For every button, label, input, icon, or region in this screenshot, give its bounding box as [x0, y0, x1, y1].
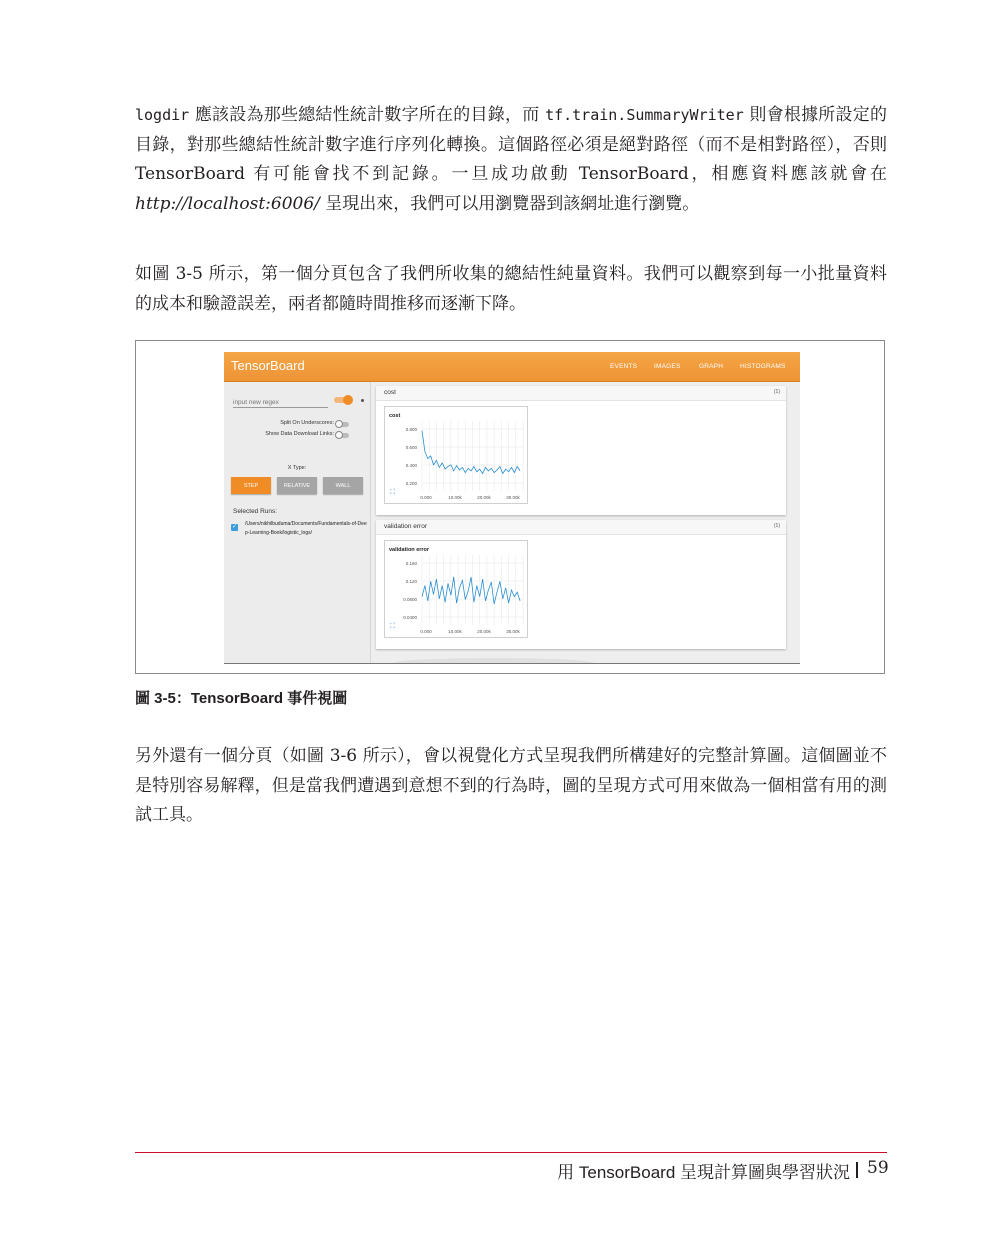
chart-title: validation error: [389, 547, 430, 553]
y-tick-label: 0.0800: [403, 597, 417, 602]
tensorboard-brand: TensorBoard: [231, 358, 305, 373]
x-tick-label: 30.00k: [506, 495, 520, 500]
validation-error-card-title: validation error: [384, 523, 427, 530]
paragraph-figure-intro: 如圖 3-5 所示，第一個分頁包含了我們所收集的總結性純量資料。我們可以觀察到每一小批量資料的成本和驗證誤差，兩者都隨時間推移而逐漸下降。: [135, 264, 887, 314]
regex-menu-icon[interactable]: [361, 399, 364, 402]
selected-runs-label: Selected Runs:: [233, 508, 278, 515]
run-path: /Users/nikhilbuduma/Documents/Fundamentals-of-Deep-Learning-Book/logistic_logs/: [245, 521, 367, 536]
validation-error-chart: [384, 540, 528, 638]
code-logdir: logdir: [135, 106, 190, 124]
figure-caption: 圖 3-5：TensorBoard 事件視圖: [135, 690, 348, 707]
series-line: [422, 431, 520, 474]
x-tick-label: 0.000: [420, 629, 432, 634]
validation-error-card-count: (1): [773, 523, 780, 529]
chart-title: cost: [389, 413, 401, 419]
tensorboard-screenshot: [224, 352, 800, 664]
cost-chart: [384, 406, 528, 504]
cost-card-header[interactable]: [376, 386, 786, 401]
paragraph-text: 則會根據所設定的目錄，對那些總結性統計數字進行序列化轉換。這個路徑必須是絕對路徑（而不是相對路徑），否則 TensorBoard 有可能會找不到記錄。一旦成功啟動 TensorBoard，相應資料應該就會在: [135, 105, 887, 184]
expand-icon[interactable]: ⛶: [390, 489, 395, 496]
paragraph-text: 呈現出來，我們可以用瀏覽器到該網址進行瀏覽。: [319, 193, 700, 214]
cost-chart-svg: [385, 407, 529, 505]
tab-images[interactable]: IMAGES: [654, 363, 681, 370]
scroll-shadow: [394, 658, 594, 664]
paragraph-graph-tab: 另外還有一個分頁（如圖 3-6 所示），會以視覺化方式呈現我們所構建好的完整計算圖。這個圖並不是特別容易解釋，但是當我們遭遇到意想不到的行為時，圖的呈現方式可用來做為一個相當有用的測試工具。: [135, 746, 887, 825]
download-links-knob[interactable]: [335, 431, 343, 439]
cost-card: [376, 386, 786, 515]
split-underscores-knob[interactable]: [335, 420, 343, 428]
xtype-label: X Type:: [287, 465, 307, 471]
footer-chapter-title: 用 TensorBoard 呈現計算圖與學習狀況: [557, 1163, 850, 1182]
tab-events[interactable]: EVENTS: [610, 363, 638, 370]
tab-histograms[interactable]: HISTOGRAMS: [740, 363, 786, 370]
y-tick-label: 0.160: [405, 561, 417, 566]
tab-graph[interactable]: GRAPH: [699, 363, 724, 370]
page-number: 59: [867, 1158, 889, 1178]
x-tick-label: 20.00k: [477, 495, 491, 500]
code-summary-writer: tf.train.SummaryWriter: [545, 106, 744, 124]
split-underscores-label: Split On Underscores:: [280, 420, 334, 426]
x-tick-label: 10.00k: [448, 495, 462, 500]
validation-error-card-header[interactable]: [376, 520, 786, 535]
x-tick-label: 10.00k: [448, 629, 462, 634]
paragraph-text: 應該設為那些總結性統計數字所在的目錄，而: [189, 105, 546, 125]
tensorboard-sidebar: [224, 382, 371, 663]
localhost-url: http://localhost:6006/: [135, 193, 320, 214]
cost-card-count: (1): [773, 389, 780, 395]
figure-3-5: [135, 340, 885, 674]
y-tick-label: 0.0400: [403, 615, 417, 620]
validation-error-chart-svg: [385, 541, 529, 639]
footer-separator: [856, 1162, 858, 1178]
tensorboard-header: [224, 352, 800, 382]
step-button[interactable]: STEP: [231, 477, 271, 494]
paragraph-logdir: [135, 101, 887, 219]
x-tick-label: 0.000: [420, 495, 432, 500]
run-checkbox[interactable]: ✓: [231, 524, 238, 530]
validation-error-card: [376, 520, 786, 649]
download-links-label: Show Data Download Links:: [265, 431, 334, 437]
regex-input[interactable]: [233, 397, 328, 408]
x-tick-label: 30.00k: [506, 629, 520, 634]
expand-icon[interactable]: ⛶: [390, 623, 395, 630]
y-tick-label: 0.600: [405, 445, 417, 450]
y-tick-label: 0.400: [405, 463, 417, 468]
footer-rule: [135, 1152, 887, 1153]
relative-button[interactable]: RELATIVE: [277, 477, 317, 494]
cost-card-title: cost: [384, 389, 396, 396]
wall-button[interactable]: WALL: [323, 477, 363, 494]
x-tick-label: 20.00k: [477, 629, 491, 634]
y-tick-label: 0.800: [405, 427, 417, 432]
y-tick-label: 0.200: [405, 481, 417, 486]
y-tick-label: 0.120: [405, 579, 417, 584]
regex-toggle-knob[interactable]: [343, 395, 353, 405]
